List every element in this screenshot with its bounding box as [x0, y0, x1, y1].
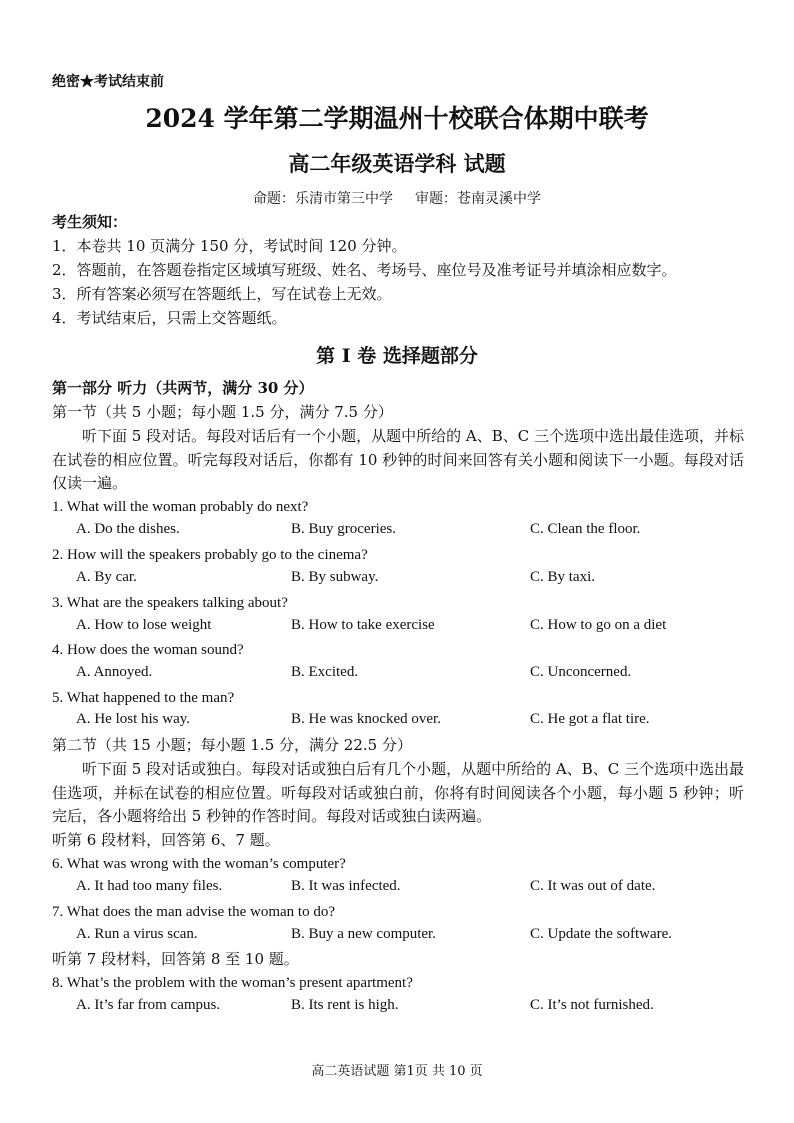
- option-a: A. He lost his way.: [76, 711, 191, 727]
- material-6-note: 听第 6 段材料，回答第 6、7 题。: [52, 831, 280, 849]
- question-stem: 2. How will the speakers probably go to the cinema?: [52, 547, 368, 563]
- question-stem: 1. What will the woman probably do next?: [52, 499, 309, 515]
- option-a: A. It’s far from campus.: [76, 997, 221, 1013]
- question-stem: 7. What does the man advise the woman to do?: [52, 904, 335, 920]
- option-c: C. He got a flat tire.: [530, 711, 650, 727]
- option-a: A. By car.: [76, 569, 137, 585]
- section2-instructions: 听下面 5 段对话或独白。每段对话或独白后有几个小题，从题中所给的 A、B、C 三个选项中选出最佳选项，并标在试卷的相应位置。听每段对话或独白前，你将有时间阅读各个小题，每小题 5 秒钟；听完后，各小题将给出 5 秒钟的作答时间。每段对话或独白读两遍。: [52, 760, 744, 825]
- notice-item: 4．考试结束后，只需上交答题纸。: [52, 309, 287, 327]
- notice-item: 2．答题前，在答题卷指定区域填写班级、姓名、考场号、座位号及准考证号并填涂相应数字。: [52, 261, 677, 279]
- part-heading: 第 I 卷 选择题部分: [316, 345, 478, 367]
- question-stem: 3. What are the speakers talking about?: [52, 595, 288, 611]
- option-b: B. It was infected.: [291, 878, 401, 894]
- option-c: C. Unconcerned.: [530, 664, 632, 680]
- notice-item: 3．所有答案必须写在答题纸上，写在试卷上无效。: [52, 285, 392, 303]
- option-b: B. Excited.: [291, 664, 359, 680]
- option-a: A. Run a virus scan.: [76, 926, 198, 942]
- option-b: B. Its rent is high.: [291, 997, 399, 1013]
- section1-instructions: 听下面 5 段对话。每段对话后有一个小题，从题中所给的 A、B、C 三个选项中选出最佳选项，并标在试卷的相应位置。听完每段对话后，你都有 10 秒钟的时间来回答有关小题和阅读下一小题。每段对话仅读一遍。: [52, 427, 744, 492]
- option-b: B. He was knocked over.: [291, 711, 441, 727]
- option-b: B. How to take exercise: [291, 617, 435, 633]
- option-c: C. Update the software.: [530, 926, 673, 942]
- option-c: C. It’s not furnished.: [530, 997, 654, 1013]
- option-a: A. Do the dishes.: [76, 521, 180, 537]
- option-a: A. How to lose weight: [76, 617, 212, 633]
- byline: [0, 188, 794, 208]
- section1-heading: 第一节（共 5 小题；每小题 1.5 分，满分 7.5 分）: [52, 403, 393, 421]
- option-c: C. It was out of date.: [530, 878, 656, 894]
- question-stem: 8. What’s the problem with the woman’s present apartment?: [52, 975, 413, 991]
- option-c: C. By taxi.: [530, 569, 596, 585]
- part1-heading: 第一部分 听力（共两节，满分 30 分）: [52, 379, 314, 397]
- option-c: C. How to go on a diet: [530, 617, 667, 633]
- question-stem: 6. What was wrong with the woman’s computer?: [52, 856, 346, 872]
- confidential-label: 绝密★考试结束前: [52, 74, 164, 90]
- page-footer: 高二英语试题 第1页 共 10 页: [311, 1064, 483, 1079]
- option-c: C. Clean the floor.: [530, 521, 641, 537]
- reviewer-credit: 审题：苍南灵溪中学: [415, 191, 541, 207]
- material-7-note: 听第 7 段材料，回答第 8 至 10 题。: [52, 950, 299, 968]
- question-stem: 4. How does the woman sound?: [52, 642, 244, 658]
- notice-heading: 考生须知：: [52, 213, 128, 231]
- section2-heading: 第二节（共 15 小题；每小题 1.5 分，满分 22.5 分）: [52, 736, 412, 754]
- exam-subtitle: 高二年级英语学科 试题: [288, 151, 506, 176]
- option-b: B. Buy groceries.: [291, 521, 396, 537]
- question-stem: 5. What happened to the man?: [52, 690, 235, 706]
- option-b: B. By subway.: [291, 569, 379, 585]
- notice-item: 1．本卷共 10 页满分 150 分，考试时间 120 分钟。: [52, 237, 407, 255]
- option-b: B. Buy a new computer.: [291, 926, 436, 942]
- author-credit: 命题：乐清市第三中学: [253, 191, 393, 207]
- option-a: A. Annoyed.: [76, 664, 153, 680]
- option-a: A. It had too many files.: [76, 878, 223, 894]
- exam-title: 2024 学年第二学期温州十校联合体期中联考: [145, 104, 649, 133]
